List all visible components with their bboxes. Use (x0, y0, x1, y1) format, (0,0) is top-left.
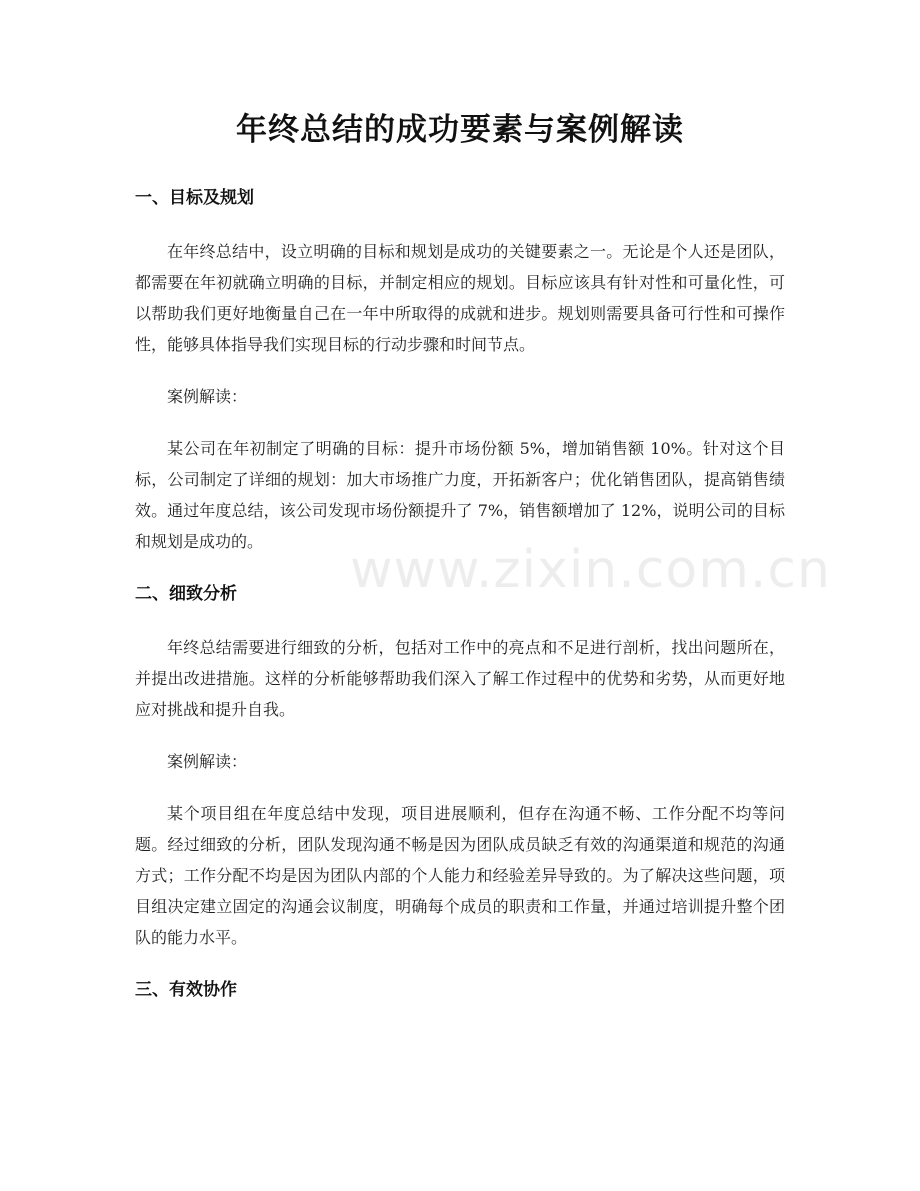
document-title: 年终总结的成功要素与案例解读 (236, 112, 684, 148)
case-text-analysis: 某个项目组在年度总结中发现，项目进展顺利，但存在沟通不畅、工作分配不均等问题。经过细致的分析，团队发现沟通不畅是因为团队成员缺乏有效的沟通渠道和规范的沟通方式；工作分配不均是因为团队内部的个人能力和经验差异导致的。为了解决这些问题，项目组决定建立固定的沟通会议制度，明确每个成员的职责和工作量，并通过培训提升整个团队的能力水平。 (135, 804, 785, 947)
section-paragraph-goals: 在年终总结中，设立明确的目标和规划是成功的关键要素之一。无论是个人还是团队，都需要在年初就确立明确的目标，并制定相应的规划。目标应该具有针对性和可量化性，可以帮助我们更好地衡量自己在一年中所取得的成就和进步。规划则需要具备可行性和可操作性，能够具体指导我们实现目标的行动步骤和时间节点。 (135, 242, 785, 354)
case-label-goals: 案例解读： (167, 387, 248, 406)
case-text-goals: 某公司在年初制定了明确的目标：提升市场份额 5%，增加销售额 10%。针对这个目标，公司制定了详细的规划：加大市场推广力度，开拓新客户；优化销售团队，提高销售绩效。通过年度总结，该公司发现市场份额提升了 7%，销售额增加了 12%，说明公司的目标和规划是成功的。 (135, 439, 785, 551)
section-paragraph-analysis: 年终总结需要进行细致的分析，包括对工作中的亮点和不足进行剖析，找出问题所在，并提出改进措施。这样的分析能够帮助我们深入了解工作过程中的优势和劣势，从而更好地应对挑战和提升自我。 (135, 638, 785, 719)
section-heading-analysis: 二、细致分析 (135, 584, 237, 604)
case-label-analysis: 案例解读： (167, 752, 248, 771)
section-heading-collaboration: 三、有效协作 (135, 980, 237, 1000)
watermark: www.zixin.com.cn (350, 540, 831, 600)
section-heading-goals: 一、目标及规划 (135, 188, 254, 208)
